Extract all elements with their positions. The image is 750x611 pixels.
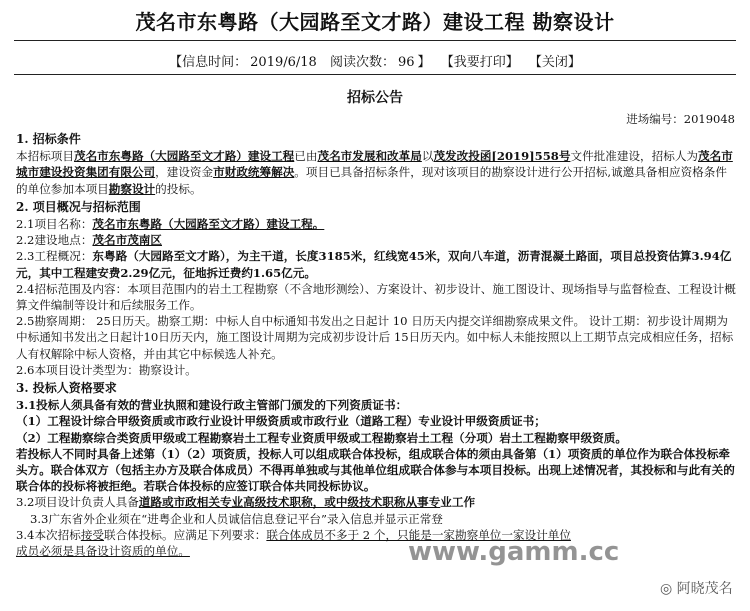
item-3-1-1: （1）工程设计综合甲级资质或市政行业设计甲级资质或市政行业（道路工程）专业设计甲级资质证书； [16, 414, 546, 429]
item-2-1 [16, 216, 738, 232]
section-1-paragraph [16, 148, 738, 197]
project-name-value: 茂名市东粤路（大园路至文才路）建设工程。 [92, 217, 325, 232]
s1-project-name: 茂名市东粤路（大园路至文才路）建设工程 [73, 149, 295, 164]
item-2-6: 2.6本项目设计类型为：勘察设计。 [16, 362, 197, 377]
overview-value: 东粤路（大园路至文才路），为主干道，长度3185米，红线宽45米，双向八车道，沥青混凝土路面，项目总投资估算3.94亿元，其中工程建安费2.29亿元，征地拆迁费约1.65亿元。 [16, 249, 732, 280]
wechat-icon: ◎ [660, 581, 673, 597]
item-3-1-2: （2）工程勘察综合类资质甲级或工程勘察岩土工程专业资质甲级或工程勘察岩土工程（分项）岩土工程勘察甲级资质。 [16, 430, 627, 445]
s1-text: ，建设资金 [155, 165, 214, 180]
item-2-5: 2.5勘察周期： 25日历天。勘察工期：中标人自中标通知书发出之日起计 10 日历天内提交详细勘察成果文件。 设计工期：初步设计周期为中标通知书发出之日起计10日历天内，施工图设计周期为完成初步设计后 15日历天内。如中标人未能按照以上工期节点完成相应任务，招标人有权解除中标人资格，并由其它中标候选人补充。 [16, 314, 734, 361]
s1-text: 以 [421, 149, 434, 164]
item-label: 2.3工程概况： [16, 249, 93, 264]
s1-text: 本招标项目 [16, 149, 74, 164]
s1-text: 。项目已具备招标条件，现对该项目的勘察设计进行公开招标,诚邀具备相应资格条件的单位参加本项目 [16, 165, 727, 196]
serial-number [626, 111, 735, 127]
serial-value: 2019048 [683, 112, 735, 126]
item-3-4 [16, 527, 738, 543]
s1-text: 已由 [294, 149, 318, 164]
item-highlight: 联合体成员不多于 2 个，只能是一家勘察单位一家设计单位 [266, 527, 571, 542]
item-text: 业工作 [440, 495, 476, 510]
item-highlight: 道路或市政相关专业高级技术职称，或中级技术职称从事专 [138, 495, 441, 510]
s1-text: 文件批准建设，招标人为 [570, 149, 699, 164]
view-count [330, 55, 431, 70]
info-time [169, 55, 320, 70]
section-3-heading: 3. 投标人资格要求 [16, 381, 117, 396]
item-3-3: 3.3广东省外企业须在“进粤企业和人员诚信信息登记平台”录入信息并显示正常登 [30, 511, 443, 526]
s1-text: 的投标。 [155, 181, 202, 196]
section-2-heading: 2. 项目概况与招标范围 [16, 199, 141, 214]
view-count-label: 阅读次数： [329, 55, 395, 70]
s1-funding: 市财政统筹解决 [213, 165, 295, 180]
item-2-2 [16, 232, 738, 248]
watermark-site: www.gamm.cc [408, 537, 620, 567]
item-label: 2.2建设地点： [16, 233, 93, 248]
item-3-2 [16, 494, 738, 510]
watermark-account [660, 578, 733, 598]
item-highlight: 接受 [80, 527, 105, 542]
section-1-heading: 1. 招标条件 [16, 132, 81, 146]
item-text: 3.4本次招标 [16, 527, 81, 542]
s1-scope: 勘察设计 [108, 181, 156, 196]
item-2-3 [16, 248, 738, 280]
s1-approval-doc: 茂发改投函[2019]558号 [433, 149, 571, 164]
location-value: 茂名市茂南区 [92, 233, 162, 248]
serial-label: 进场编号： [626, 112, 684, 126]
view-count-value: 96 [397, 55, 415, 70]
info-divider [14, 74, 736, 75]
s1-tenderer: 茂名市城市建设投资集团有限公司 [16, 149, 733, 180]
page-title: 茂名市东粤路（大园路至文才路）建设工程 勘察设计 [135, 10, 615, 34]
info-close-bracket: 】 [417, 55, 431, 70]
item-2-4: 2.4招标范围及内容：本项目范围内的岩土工程勘察（不含地形测绘）、方案设计、初步设计、施工图设计、现场指导与监督检查、工程设计概算文件编制等设计和后续服务工作。 [16, 281, 736, 313]
title-divider [14, 40, 736, 41]
info-bar [0, 51, 750, 70]
item-3-1: 3.1投标人须具备有效的营业执照和建设行政主管部门颁发的下列资质证书： [16, 398, 408, 413]
info-date: 2019/6/18 [250, 55, 317, 70]
item-label: 2.1项目名称： [16, 217, 93, 232]
item-3-4-cont: 成员必须是具备设计资质的单位。 [16, 544, 190, 559]
item-text: 联合体投标。应满足下列要求： [104, 527, 267, 542]
close-link[interactable]: 【关闭】 [528, 55, 581, 70]
s1-approval-agency: 茂名市发展和改革局 [317, 149, 422, 164]
item-3-1-3: 若投标人不同时具备上述第（1）（2）项资质，投标人可以组成联合体投标，组成联合体的须由具备第（1）项资质的单位作为联合体投标牵头方。联合体双方（包括主办方及联合体成员）不得再单独或与其他单位组成联合体参与本项目投标。出现上述情况者，其投标和与此有关的联合体的投标将被拒绝。若联合体投标的应签订联合体共同投标协议。 [16, 446, 735, 494]
notice-body [16, 130, 738, 559]
watermark-account-name: 阿晓茂名 [676, 581, 733, 597]
notice-heading: 招标公告 [347, 90, 403, 106]
print-link[interactable]: 【我要打印】 [440, 55, 519, 70]
info-time-label: 【信息时间： [169, 55, 248, 70]
item-text: 3.2项目设计负责人具备 [16, 495, 139, 510]
